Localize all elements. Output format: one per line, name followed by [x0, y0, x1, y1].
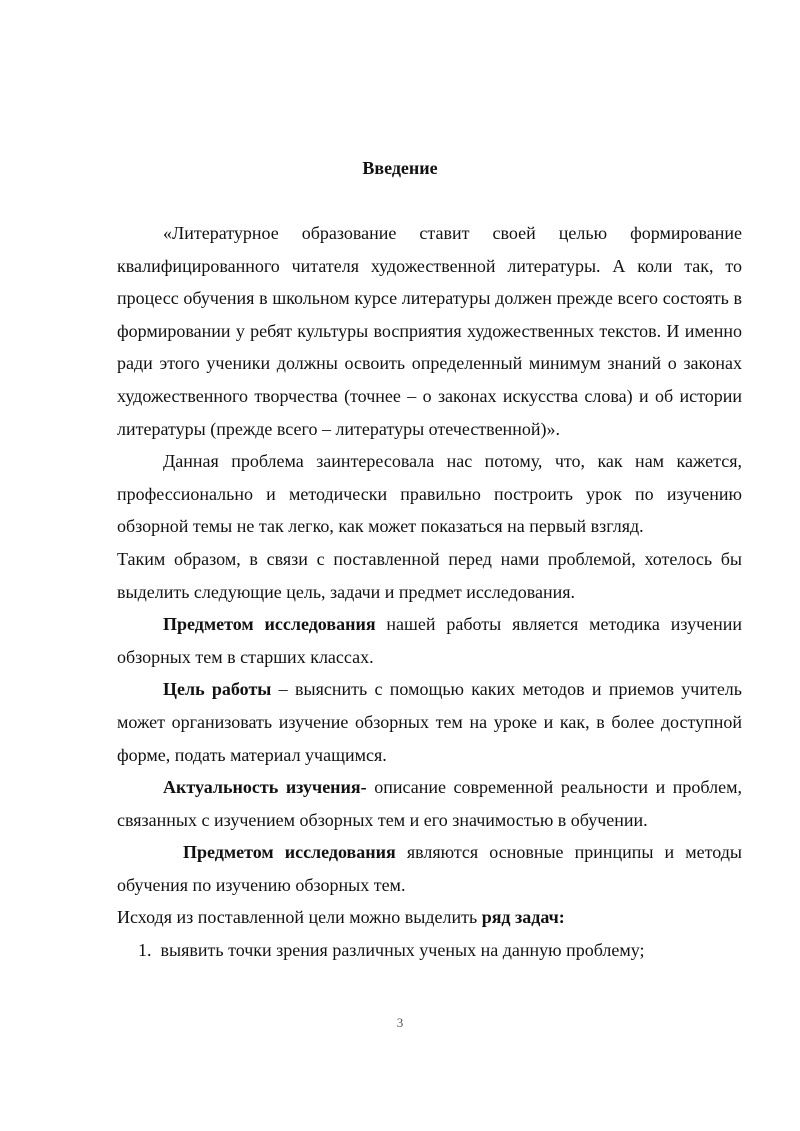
- research-subject-text: являются основные принципы и методы обучения по изучению обзорных тем.: [117, 842, 742, 895]
- tasks-label: ряд задач:: [481, 907, 565, 928]
- page-number: 3: [396, 1015, 404, 1030]
- goal-label: Цель работы: [163, 679, 272, 700]
- list-item: [117, 934, 742, 967]
- problem-paragraph: Данная проблема заинтересовала нас потому, что, как нам кажется, профессионально и методически правильно построить урок по изучению обзорной темы не так легко, как может показаться на первый взгляд.: [117, 451, 742, 537]
- relevance-paragraph: [117, 771, 742, 836]
- tasks-intro-paragraph: [117, 901, 742, 934]
- transition-paragraph: Таким образом, в связи с поставленной перед нами проблемой, хотелось бы выделить следующие цель, задачи и предмет исследования.: [117, 548, 742, 602]
- relevance-label: Актуальность изучения-: [163, 777, 367, 798]
- relevance-text: описание современной реальности и проблем, связанных с изучением обзорных тем и его значимостью в обучении.: [117, 777, 742, 830]
- list-item-number: 1.: [138, 940, 152, 961]
- subject-text: нашей работы является методика изучении обзорных тем в старших классах.: [117, 614, 743, 667]
- goal-text: – выяснить с помощью каких методов и приемов учитель может организовать изучение обзорных тем на уроке и как, в более доступной форме, подать материал учащимся.: [117, 679, 743, 765]
- quote-paragraph: «Литературное образование ставит своей целью формирование квалифицированного читателя художественной литературы. А коли так, то процесс обучения в школьном курсе литературы должен прежде всего состоять в формировании у ребят культуры восприятия художественных текстов. И именно ради этого ученики должны освоить определенный минимум знаний о законах художественного творчества (точнее – о законах искусства слова) и об истории литературы (прежде всего – литературы отечественной)».: [117, 223, 742, 439]
- subject-paragraph: [117, 608, 742, 673]
- list-item-text: выявить точки зрения различных ученых на данную проблему;: [160, 940, 645, 961]
- subject-label: Предметом исследования: [163, 614, 376, 635]
- page-title: Введение: [362, 158, 438, 178]
- research-subject-paragraph: [117, 836, 742, 901]
- research-subject-label: Предметом исследования: [183, 842, 396, 863]
- body-text: [117, 217, 742, 967]
- goal-paragraph: [117, 673, 742, 771]
- tasks-intro-text: Исходя из поставленной цели можно выделить: [117, 907, 482, 928]
